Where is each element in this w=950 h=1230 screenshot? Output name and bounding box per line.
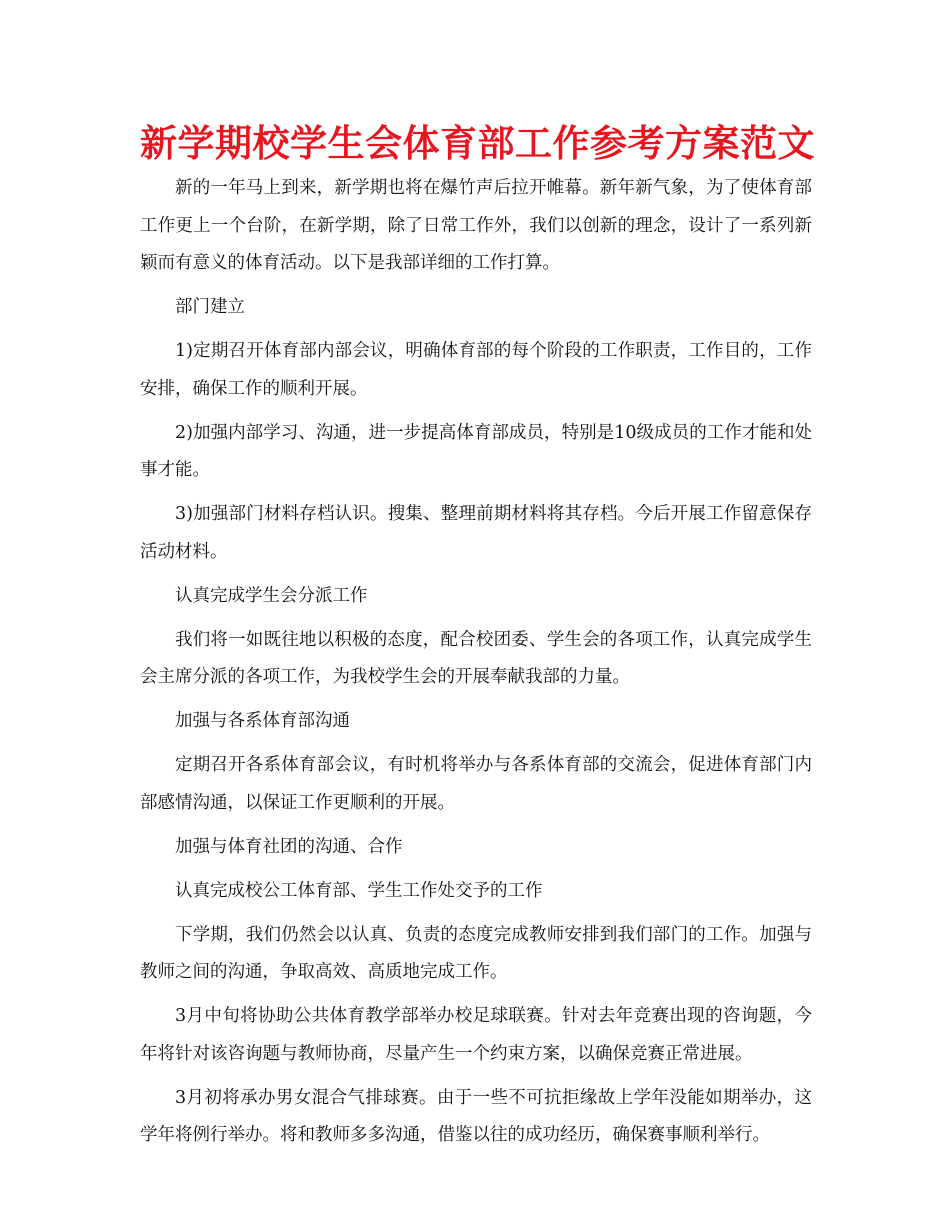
paragraph: 1)定期召开体育部内部会议，明确体育部的每个阶段的工作职责，工作目的，工作安排，确保工作的顺利开展。	[140, 341, 812, 399]
section-heading: 认真完成校公工体育部、学生工作处交予的工作	[175, 880, 543, 901]
paragraph: 3月初将承办男女混合气排球赛。由于一些不可抗拒缘故上学年没能如期举办，这学年将例行举办。将和教师多多沟通，借鉴以往的成功经历，确保赛事顺利举行。	[140, 1087, 812, 1145]
paragraph: 我们将一如既往地以积极的态度，配合校团委、学生会的各项工作，认真完成学生会主席分派的各项工作，为我校学生会的开展奉献我部的力量。	[140, 629, 812, 687]
paragraph: 下学期，我们仍然会以认真、负责的态度完成教师安排到我们部门的工作。加强与教师之间的沟通，争取高效、高质地完成工作。	[140, 924, 812, 982]
paragraph: 3)加强部门材料存档认识。搜集、整理前期材料将其存档。今后开展工作留意保存活动材料。	[140, 504, 812, 562]
paragraph: 定期召开各系体育部会议，有时机将举办与各系体育部的交流会，促进体育部门内部感情沟通，以保证工作更顺利的开展。	[140, 755, 812, 813]
document-page	[140, 118, 815, 1161]
paragraph: 2)加强内部学习、沟通，进一步提高体育部成员，特别是10级成员的工作才能和处事才能。	[140, 422, 812, 480]
document-title: 新学期校学生会体育部工作参考方案范文	[140, 122, 815, 165]
section-heading: 加强与体育社团的沟通、合作	[175, 836, 403, 857]
document-body	[140, 170, 812, 1155]
paragraph-intro: 新的一年马上到来，新学期也将在爆竹声后拉开帷幕。新年新气象，为了使体育部工作更上一个台阶，在新学期，除了日常工作外，我们以创新的理念，设计了一系列新颖而有意义的体育活动。以下是我部详细的工作打算。	[140, 178, 812, 273]
paragraph: 3月中旬将协助公共体育教学部举办校足球联赛。针对去年竞赛出现的咨询题，今年将针对该咨询题与教师协商，尽量产生一个约束方案，以确保竞赛正常进展。	[140, 1006, 812, 1064]
section-heading: 加强与各系体育部沟通	[175, 711, 350, 731]
section-heading: 部门建立	[175, 297, 245, 317]
section-heading: 认真完成学生会分派工作	[175, 585, 368, 606]
